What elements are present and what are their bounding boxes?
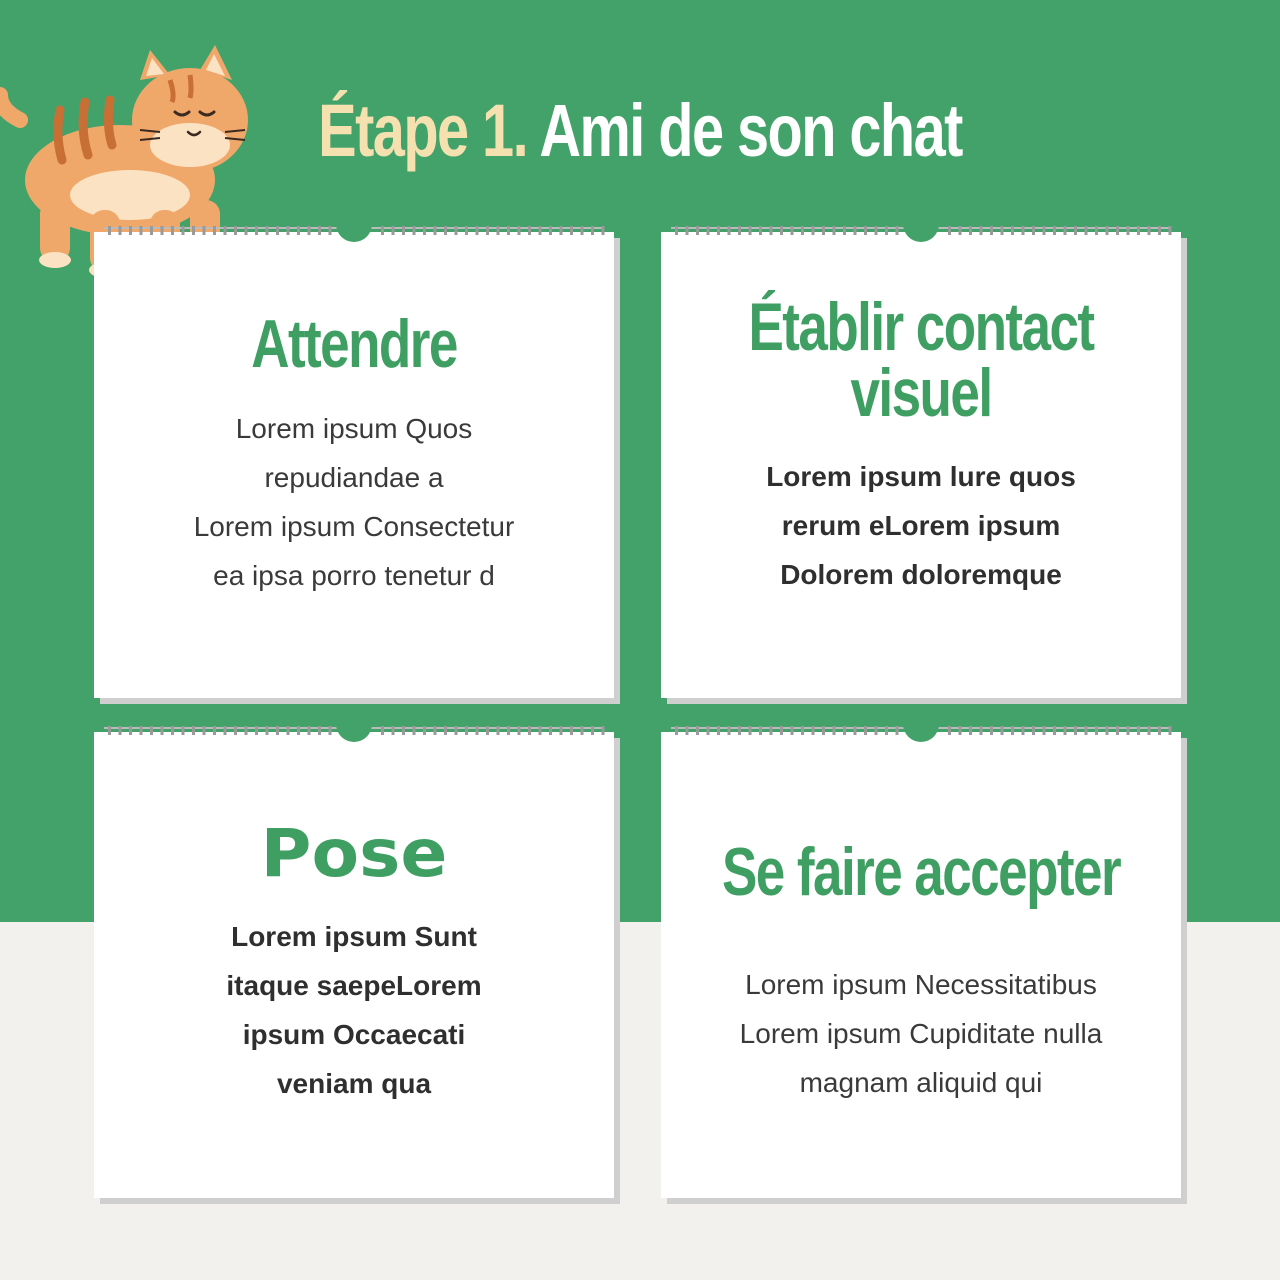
card-line: Lorem ipsum Necessitatibus: [745, 969, 1097, 1000]
card-pose: [94, 732, 614, 1198]
page-title: [141, 86, 1139, 176]
card-line: Lorem ipsum Quos: [235, 413, 473, 444]
card-heading-line: visuel: [850, 355, 992, 431]
card-line: itaque saepeLorem: [226, 970, 482, 1001]
card-heading: Se faire accepter: [721, 834, 1121, 910]
card-text: [701, 960, 1141, 1107]
card-heading: Attendre: [251, 306, 457, 382]
card-text: [134, 912, 574, 1108]
title-text: Ami de son chat: [539, 89, 962, 172]
card-line: Lorem ipsum Cupiditate nulla: [739, 1018, 1103, 1049]
card-attendre: [94, 232, 614, 698]
card-line: magnam aliquid qui: [799, 1067, 1043, 1098]
card-line: rerum eLorem ipsum: [781, 510, 1061, 541]
calendar-binding-icon: [94, 224, 614, 244]
calendar-binding-icon: [661, 224, 1181, 244]
card-heading: Pose: [260, 815, 448, 892]
calendar-binding-icon: [94, 724, 614, 744]
card-contact: [661, 232, 1181, 698]
card-line: ipsum Occaecati: [242, 1019, 466, 1050]
card-line: Lorem ipsum Consectetur: [193, 511, 515, 542]
card-heading: [718, 289, 1124, 431]
card-line: Lorem ipsum lure quos: [766, 461, 1076, 492]
card-line: ea ipsa porro tenetur d: [213, 560, 495, 591]
title-step: Étape 1.: [318, 89, 528, 172]
card-line: Lorem ipsum Sunt: [231, 921, 477, 952]
card-heading-line: Établir contact: [748, 289, 1094, 365]
card-accepter: [661, 732, 1181, 1198]
card-line: Dolorem doloremque: [780, 559, 1062, 590]
calendar-binding-icon: [661, 724, 1181, 744]
card-line: veniam qua: [276, 1068, 432, 1099]
card-text: [134, 404, 574, 600]
card-line: repudiandae a: [264, 462, 444, 493]
card-text: [701, 452, 1141, 599]
